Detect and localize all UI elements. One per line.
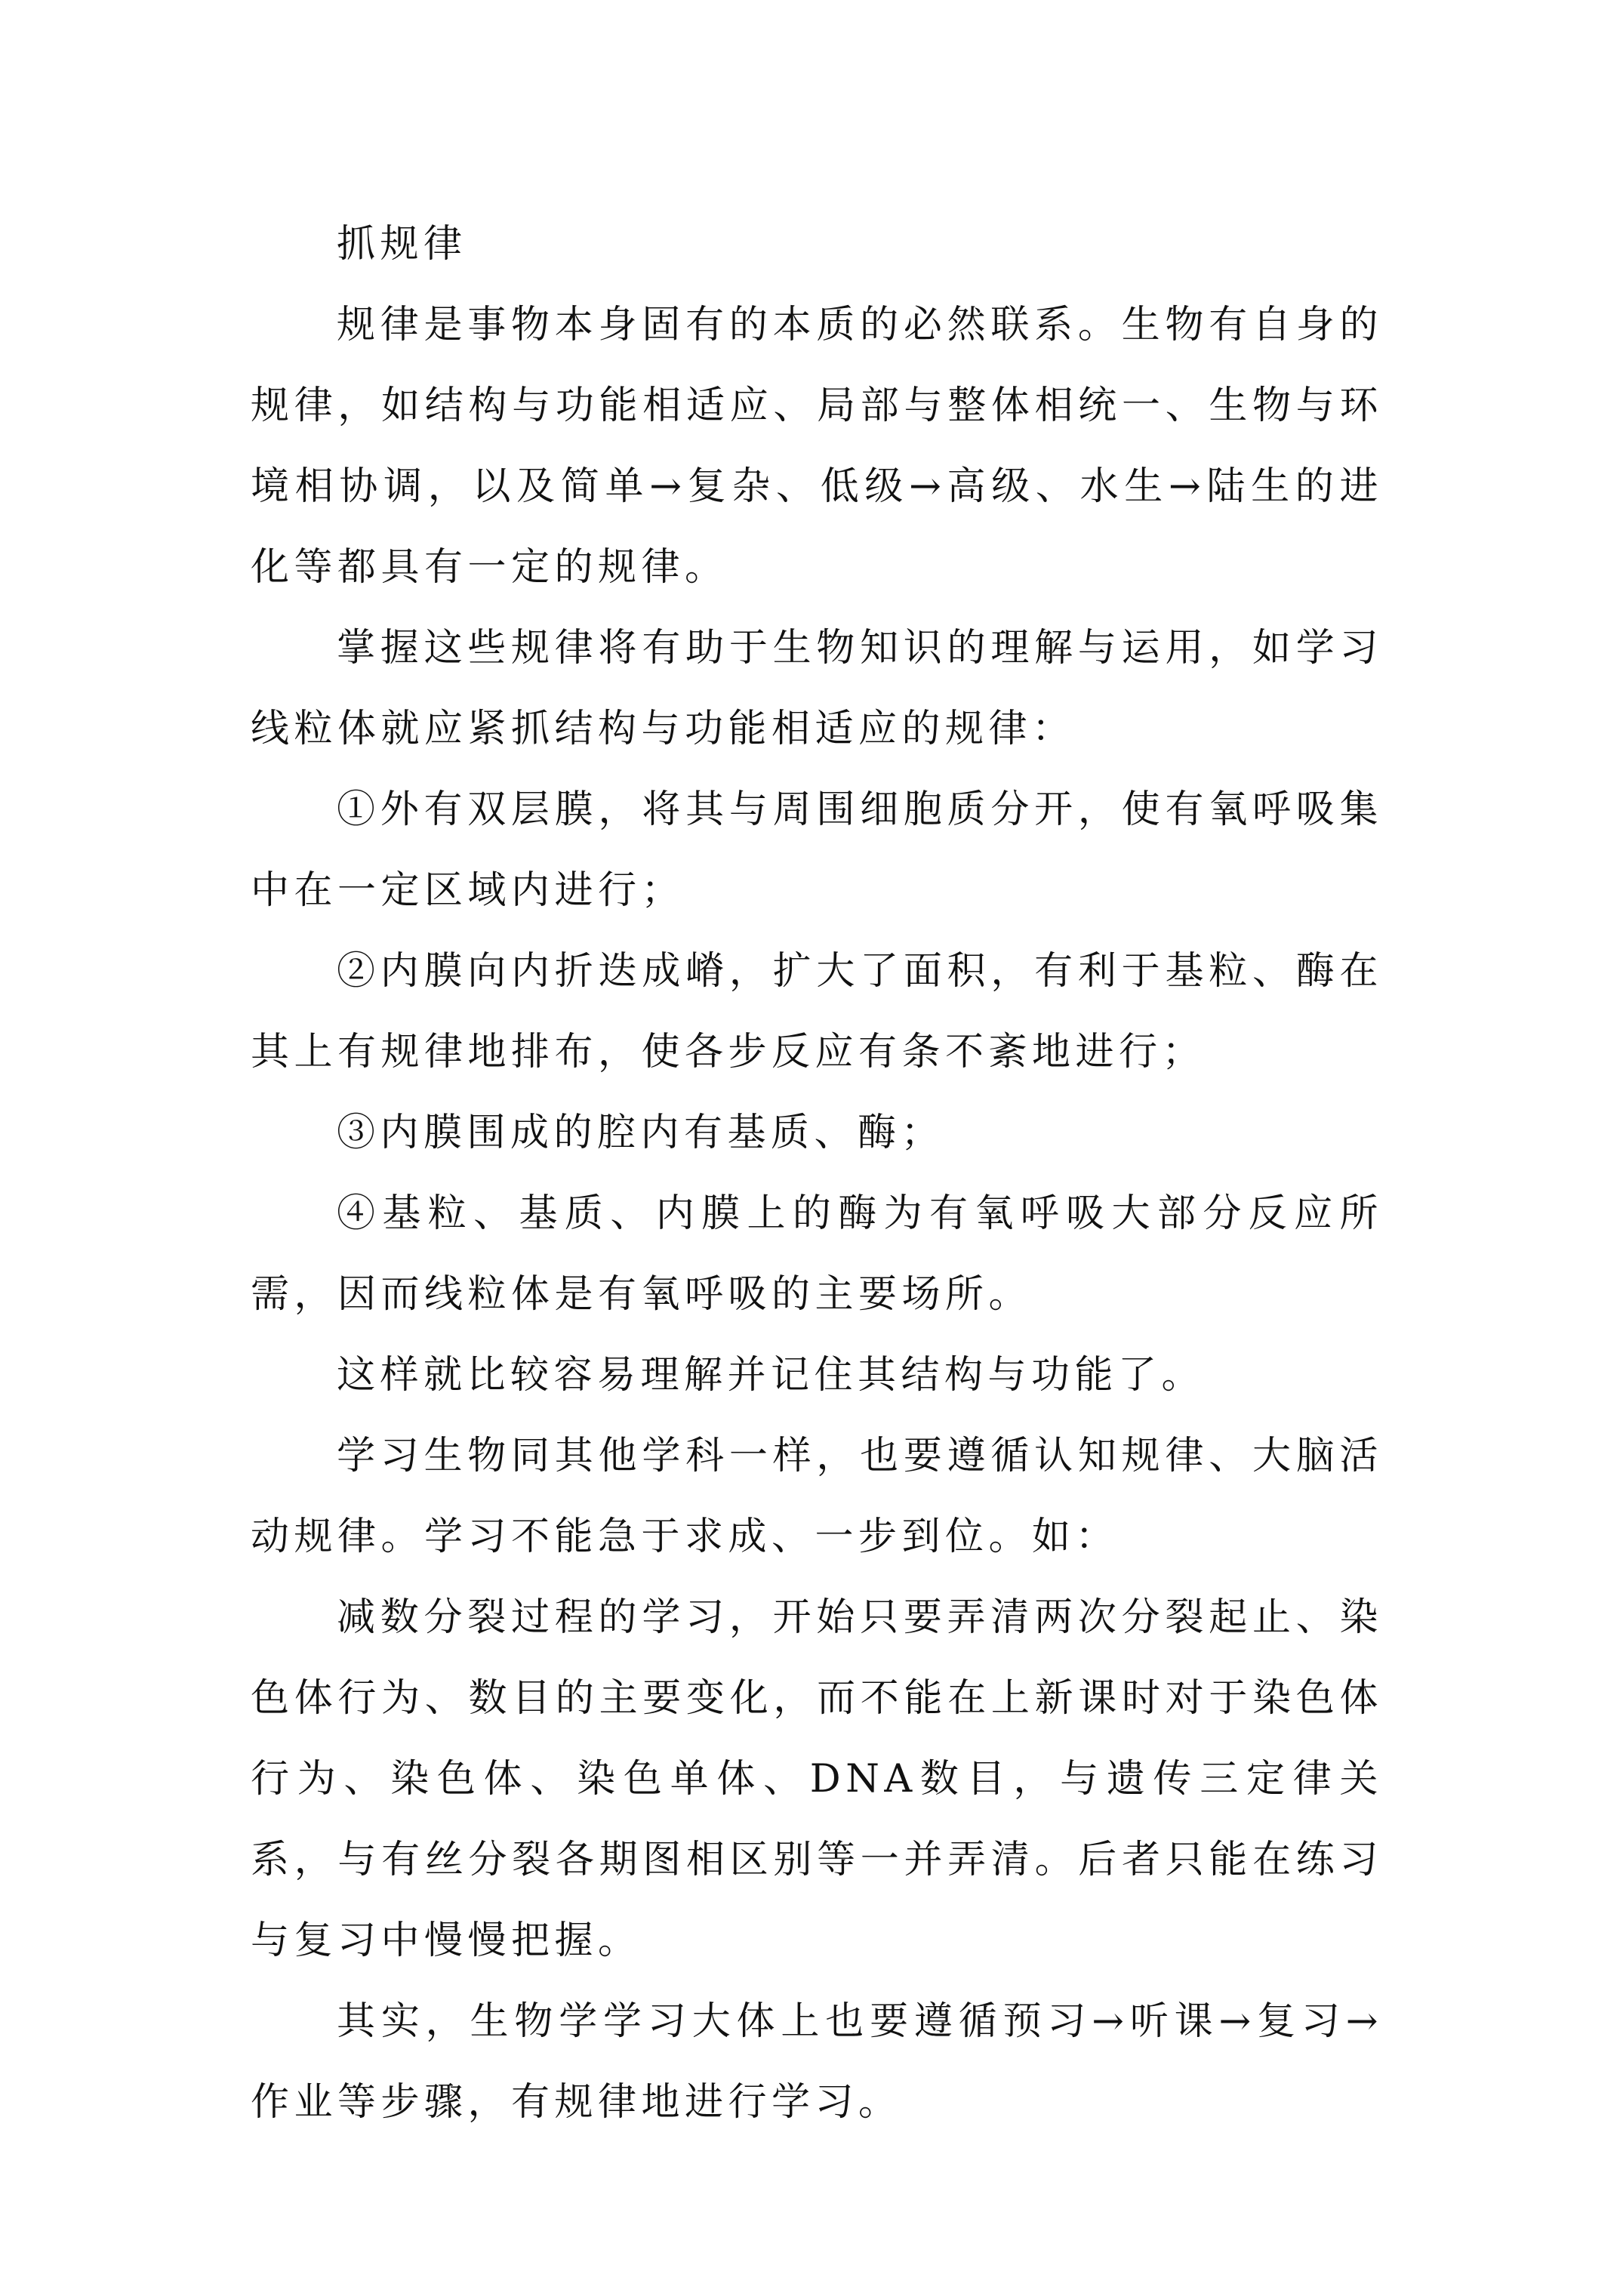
paragraph-summary: 这样就比较容易理解并记住其结构与功能了。	[337, 1353, 1206, 1398]
paragraph-study-steps: 其实，生物学学习大体上也要遵循预习→听课→复习→作业等步骤，有规律地进行学习。	[251, 1999, 1383, 2125]
list-item-double-membrane: ①外有双层膜，将其与周围细胞质分开，使有氧呼吸集中在一定区域内进行；	[251, 787, 1383, 913]
paragraph-mitochondria-intro: 掌握这些规律将有助于生物知识的理解与运用，如学习线粒体就应紧抓结构与功能相适应的规律：	[251, 626, 1383, 751]
list-item-enzymes: ④基粒、基质、内膜上的酶为有氧呼吸大部分反应所需，因而线粒体是有氧呼吸的主要场所。	[251, 1191, 1383, 1317]
paragraph-meiosis: 减数分裂过程的学习，开始只要弄清两次分裂起止、染色体行为、数目的主要变化，而不能在上新课时对于染色体行为、染色体、染色单体、DNA数目，与遗传三定律关系，与有丝分裂各期图相区别等一并弄清。后者只能在练习与复习中慢慢把握。	[251, 1595, 1383, 1963]
list-item-cristae: ②内膜向内折迭成嵴，扩大了面积，有利于基粒、酶在其上有规律地排布，使各步反应有条不紊地进行；	[251, 949, 1383, 1074]
document-title: 抓规律	[337, 222, 467, 267]
paragraph-cognitive-rules: 学习生物同其他学科一样，也要遵循认知规律、大脑活动规律。学习不能急于求成、一步到位。如：	[251, 1434, 1383, 1559]
paragraph-definition: 规律是事物本身固有的本质的必然联系。生物有自身的规律，如结构与功能相适应、局部与整体相统一、生物与环境相协调，以及简单→复杂、低级→高级、水生→陆生的进化等都具有一定的规律。	[251, 303, 1383, 590]
list-item-matrix: ③内膜围成的腔内有基质、酶；	[337, 1111, 945, 1155]
document-body	[251, 204, 1383, 2143]
